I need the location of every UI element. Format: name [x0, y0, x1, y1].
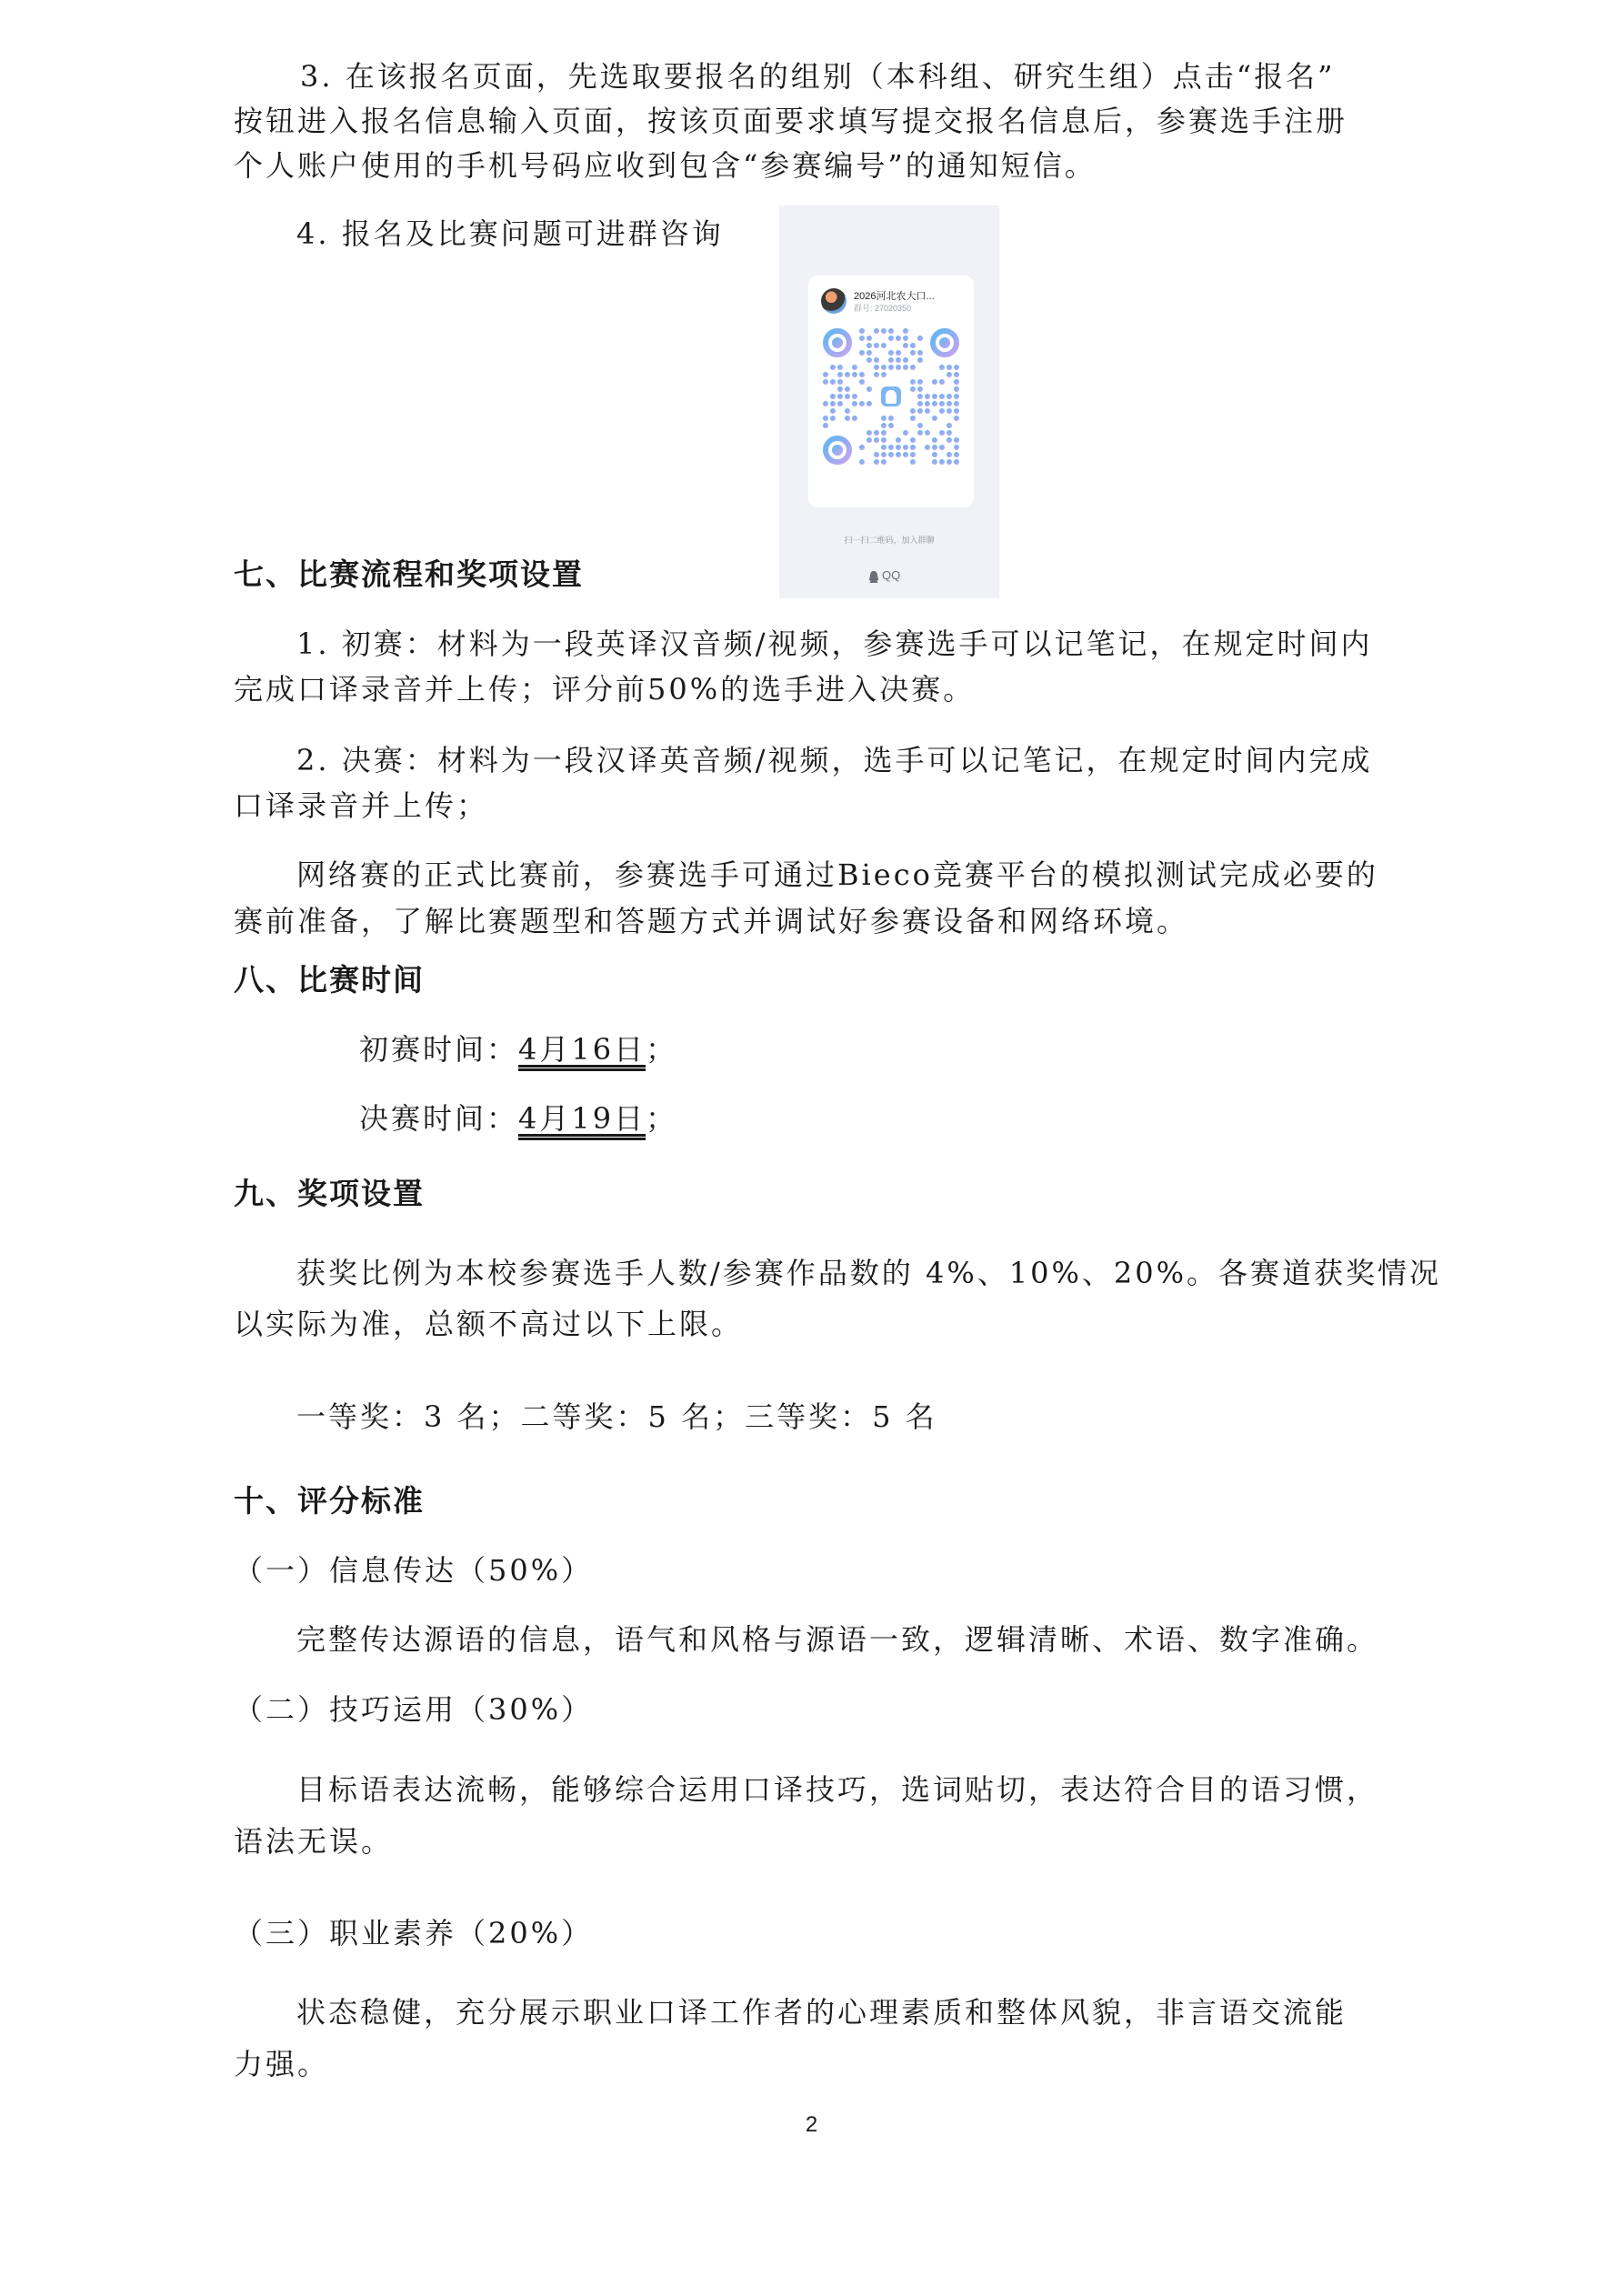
prelim-terminator: ； — [646, 1032, 678, 1067]
qr-module — [874, 437, 879, 443]
qr-module — [845, 394, 850, 399]
qr-module — [896, 357, 901, 363]
section7-item2-line1: 2. 决赛：材料为一段汉译英音频/视频，选手可以记笔记，在规定时间内完成 — [296, 743, 1373, 777]
criterion3-line2: 力强。 — [234, 2047, 330, 2081]
qr-module — [917, 401, 923, 406]
qr-module — [830, 394, 836, 399]
qr-module — [954, 379, 959, 385]
qr-card-panel — [808, 276, 974, 507]
qr-module — [903, 357, 908, 363]
qr-module — [845, 372, 850, 377]
qr-module — [954, 416, 959, 421]
qr-module — [859, 328, 865, 334]
qr-module — [939, 408, 945, 414]
section7-note-line2: 赛前准备，了解比赛题型和答题方式并调试好参赛设备和网络环境。 — [234, 904, 1189, 938]
qr-module — [954, 437, 959, 443]
qr-module — [910, 350, 916, 356]
qr-module — [932, 416, 937, 421]
qr-module — [903, 365, 908, 370]
qr-module — [925, 430, 930, 436]
qr-module — [954, 452, 959, 457]
registration-step3-line3: 个人账户使用的手机号码应收到包含“参赛编号”的通知短信。 — [234, 148, 1097, 183]
qr-brand-label: QQ — [882, 568, 901, 582]
qr-module — [845, 416, 850, 421]
qr-module — [917, 430, 923, 436]
qr-module — [954, 401, 959, 406]
qr-module — [874, 365, 879, 370]
qr-module — [932, 401, 937, 406]
qr-module — [947, 401, 952, 406]
qr-module — [903, 430, 908, 436]
qr-module — [903, 343, 908, 348]
qr-module — [888, 423, 894, 428]
qr-module — [888, 350, 894, 356]
qr-module — [932, 379, 937, 385]
qr-module — [837, 379, 843, 385]
qr-module — [845, 386, 850, 392]
qr-module — [874, 357, 879, 363]
qr-module — [830, 416, 836, 421]
qr-module — [954, 372, 959, 377]
qr-module — [917, 408, 923, 414]
qr-module — [888, 365, 894, 370]
qr-module — [917, 379, 923, 385]
qr-module — [954, 445, 959, 450]
qr-module — [874, 452, 879, 457]
criterion2-line1: 目标语表达流畅，能够综合运用口译技巧，选词贴切，表达符合目的语习惯， — [296, 1772, 1379, 1807]
qr-module — [917, 423, 923, 428]
final-date: 4月19日 — [518, 1101, 646, 1136]
qr-module — [947, 430, 952, 436]
criterion2-title: （二）技巧运用（30%） — [234, 1692, 594, 1727]
qr-module — [830, 379, 836, 385]
section7-item2-line2: 口译录音并上传； — [234, 788, 489, 823]
qr-module — [823, 423, 828, 428]
section10-heading: 十、评分标准 — [234, 1483, 425, 1519]
qr-module — [823, 401, 828, 406]
qr-module — [867, 357, 872, 363]
qr-module — [867, 343, 872, 348]
qr-module — [954, 386, 959, 392]
section7-note-line1: 网络赛的正式比赛前，参赛选手可通过Bieco竞赛平台的模拟测试完成必要的 — [296, 857, 1378, 892]
qr-module — [888, 357, 894, 363]
qr-module — [830, 408, 836, 414]
qr-module — [896, 452, 901, 457]
registration-step3-line2: 按钮进入报名信息输入页面，按该页面要求填写提交报名信息后，参赛选手注册 — [234, 104, 1348, 138]
prelim-date: 4月16日 — [518, 1032, 646, 1067]
criterion3-title: （三）职业素养（20%） — [234, 1916, 594, 1950]
qr-module — [837, 401, 843, 406]
qr-group-name: 2026河北农大口... — [854, 291, 935, 302]
qr-module — [896, 437, 901, 443]
section7-item1-line2: 完成口译录音并上传；评分前50%的选手进入决赛。 — [234, 672, 976, 707]
qr-module — [881, 343, 887, 348]
final-time-row — [359, 1100, 677, 1137]
section7-item1-line1: 1. 初赛：材料为一段英译汉音频/视频，参赛选手可以记笔记，在规定时间内 — [296, 627, 1373, 661]
qr-module — [837, 394, 843, 399]
qq-penguin-icon — [868, 571, 879, 584]
qr-module — [845, 408, 850, 414]
qr-module — [925, 394, 930, 399]
qr-module — [939, 365, 945, 370]
qr-module — [881, 437, 887, 443]
qr-module — [910, 416, 916, 421]
qr-module — [917, 394, 923, 399]
qr-module — [837, 386, 843, 392]
criterion1-title: （一）信息传达（50%） — [234, 1553, 594, 1588]
final-time-label: 决赛时间： — [359, 1101, 519, 1136]
qr-module — [947, 365, 952, 370]
qr-module — [903, 452, 908, 457]
qr-module — [947, 394, 952, 399]
qr-module — [954, 408, 959, 414]
qr-module — [910, 408, 916, 414]
section9-para-line2: 以实际为准，总额不高过以下上限。 — [234, 1307, 744, 1341]
qr-module — [881, 452, 887, 457]
prelim-time-label: 初赛时间： — [359, 1032, 519, 1067]
qr-module — [896, 445, 901, 450]
qr-module — [888, 328, 894, 334]
qr-module — [888, 336, 894, 341]
qr-module — [947, 372, 952, 377]
qr-module — [867, 437, 872, 443]
qr-module — [939, 394, 945, 399]
qr-module — [932, 459, 937, 465]
qr-module — [874, 328, 879, 334]
qr-module — [881, 365, 887, 370]
qr-scan-hint: 扫一扫二维码，加入群聊 — [844, 536, 935, 545]
qr-module — [932, 394, 937, 399]
qr-module — [881, 416, 887, 421]
qr-module — [925, 445, 930, 450]
qr-module — [867, 350, 872, 356]
page-number: 2 — [805, 2112, 818, 2137]
qr-module — [859, 336, 865, 341]
qr-module — [874, 430, 879, 436]
award-quota: 一等奖：3 名；二等奖：5 名；三等奖：5 名 — [296, 1399, 937, 1434]
qr-module — [917, 386, 923, 392]
qr-module — [917, 336, 923, 341]
qr-module — [837, 372, 843, 377]
qr-module — [881, 372, 887, 377]
qr-module — [947, 423, 952, 428]
qr-module — [910, 445, 916, 450]
qq-group-qr-card — [779, 206, 999, 598]
qr-module — [867, 336, 872, 341]
qr-module — [917, 350, 923, 356]
qr-module — [859, 372, 865, 377]
qr-module — [888, 416, 894, 421]
qr-module — [852, 365, 857, 370]
qr-module — [823, 416, 828, 421]
qr-module — [896, 365, 901, 370]
qr-module — [910, 452, 916, 457]
qr-module — [910, 343, 916, 348]
section8-heading: 八、比赛时间 — [234, 962, 425, 998]
section9-heading: 九、奖项设置 — [234, 1176, 425, 1211]
qr-module — [859, 459, 865, 465]
criterion3-line1: 状态稳健，充分展示职业口译工作者的心理素质和整体风貌，非言语交流能 — [296, 1995, 1347, 2030]
qr-module — [823, 372, 828, 377]
qr-module — [881, 459, 887, 465]
qr-module — [910, 379, 916, 385]
qr-module — [932, 452, 937, 457]
qr-module — [867, 401, 872, 406]
qr-module — [932, 437, 937, 443]
qr-module — [859, 401, 865, 406]
qr-module — [888, 452, 894, 457]
qr-module — [903, 336, 908, 341]
qr-module — [925, 408, 930, 414]
qr-module — [947, 452, 952, 457]
group-avatar-icon — [821, 288, 847, 314]
qr-module — [859, 350, 865, 356]
qr-module — [874, 372, 879, 377]
qr-code-image[interactable] — [822, 327, 960, 466]
qr-module — [859, 445, 865, 450]
qr-module — [947, 408, 952, 414]
qr-module — [874, 343, 879, 348]
criterion2-line2: 语法无误。 — [234, 1824, 394, 1859]
qr-group-number: 群号: 27020350 — [854, 304, 912, 313]
registration-step4: 4. 报名及比赛问题可进群咨询 — [296, 216, 724, 251]
registration-step3-line1: 3. 在该报名页面，先选取要报名的组别（本科组、研究生组）点击“报名” — [300, 59, 1336, 94]
qr-module — [852, 416, 857, 421]
qr-module — [852, 372, 857, 377]
qr-module — [874, 459, 879, 465]
qr-module — [888, 445, 894, 450]
qr-module — [881, 328, 887, 334]
qr-module — [925, 401, 930, 406]
prelim-time-row — [359, 1031, 677, 1068]
qr-module — [954, 365, 959, 370]
qr-module — [859, 379, 865, 385]
qr-module — [910, 386, 916, 392]
qr-module — [852, 401, 857, 406]
qr-module — [947, 459, 952, 465]
qr-module — [830, 365, 836, 370]
qr-module — [910, 459, 916, 465]
section7-heading: 七、比赛流程和奖项设置 — [234, 556, 584, 592]
qr-module — [939, 379, 945, 385]
qr-module — [910, 437, 916, 443]
qr-module — [954, 394, 959, 399]
qr-module — [837, 365, 843, 370]
qr-module — [881, 423, 887, 428]
final-terminator: ； — [646, 1101, 678, 1136]
qr-module — [896, 350, 901, 356]
qr-module — [939, 459, 945, 465]
qr-module — [939, 401, 945, 406]
qr-module — [910, 365, 916, 370]
qr-module — [881, 430, 887, 436]
qr-module — [896, 336, 901, 341]
qr-module — [917, 357, 923, 363]
qr-module — [867, 386, 872, 392]
section9-para-line1: 获奖比例为本校参赛选手人数/参赛作品数的 4%、10%、20%。各赛道获奖情况 — [296, 1256, 1441, 1290]
qr-module — [903, 445, 908, 450]
qr-module — [947, 437, 952, 443]
qr-module — [939, 430, 945, 436]
qr-module — [867, 430, 872, 436]
qr-module — [903, 328, 908, 334]
qr-module — [932, 445, 937, 450]
qr-module — [939, 445, 945, 450]
qr-module — [823, 379, 828, 385]
qr-module — [852, 394, 857, 399]
qr-module — [830, 401, 836, 406]
qr-module — [954, 459, 959, 465]
criterion1-text: 完整传达源语的信息，语气和风格与源语一致，逻辑清晰、术语、数字准确。 — [296, 1622, 1379, 1657]
qr-module — [881, 445, 887, 450]
